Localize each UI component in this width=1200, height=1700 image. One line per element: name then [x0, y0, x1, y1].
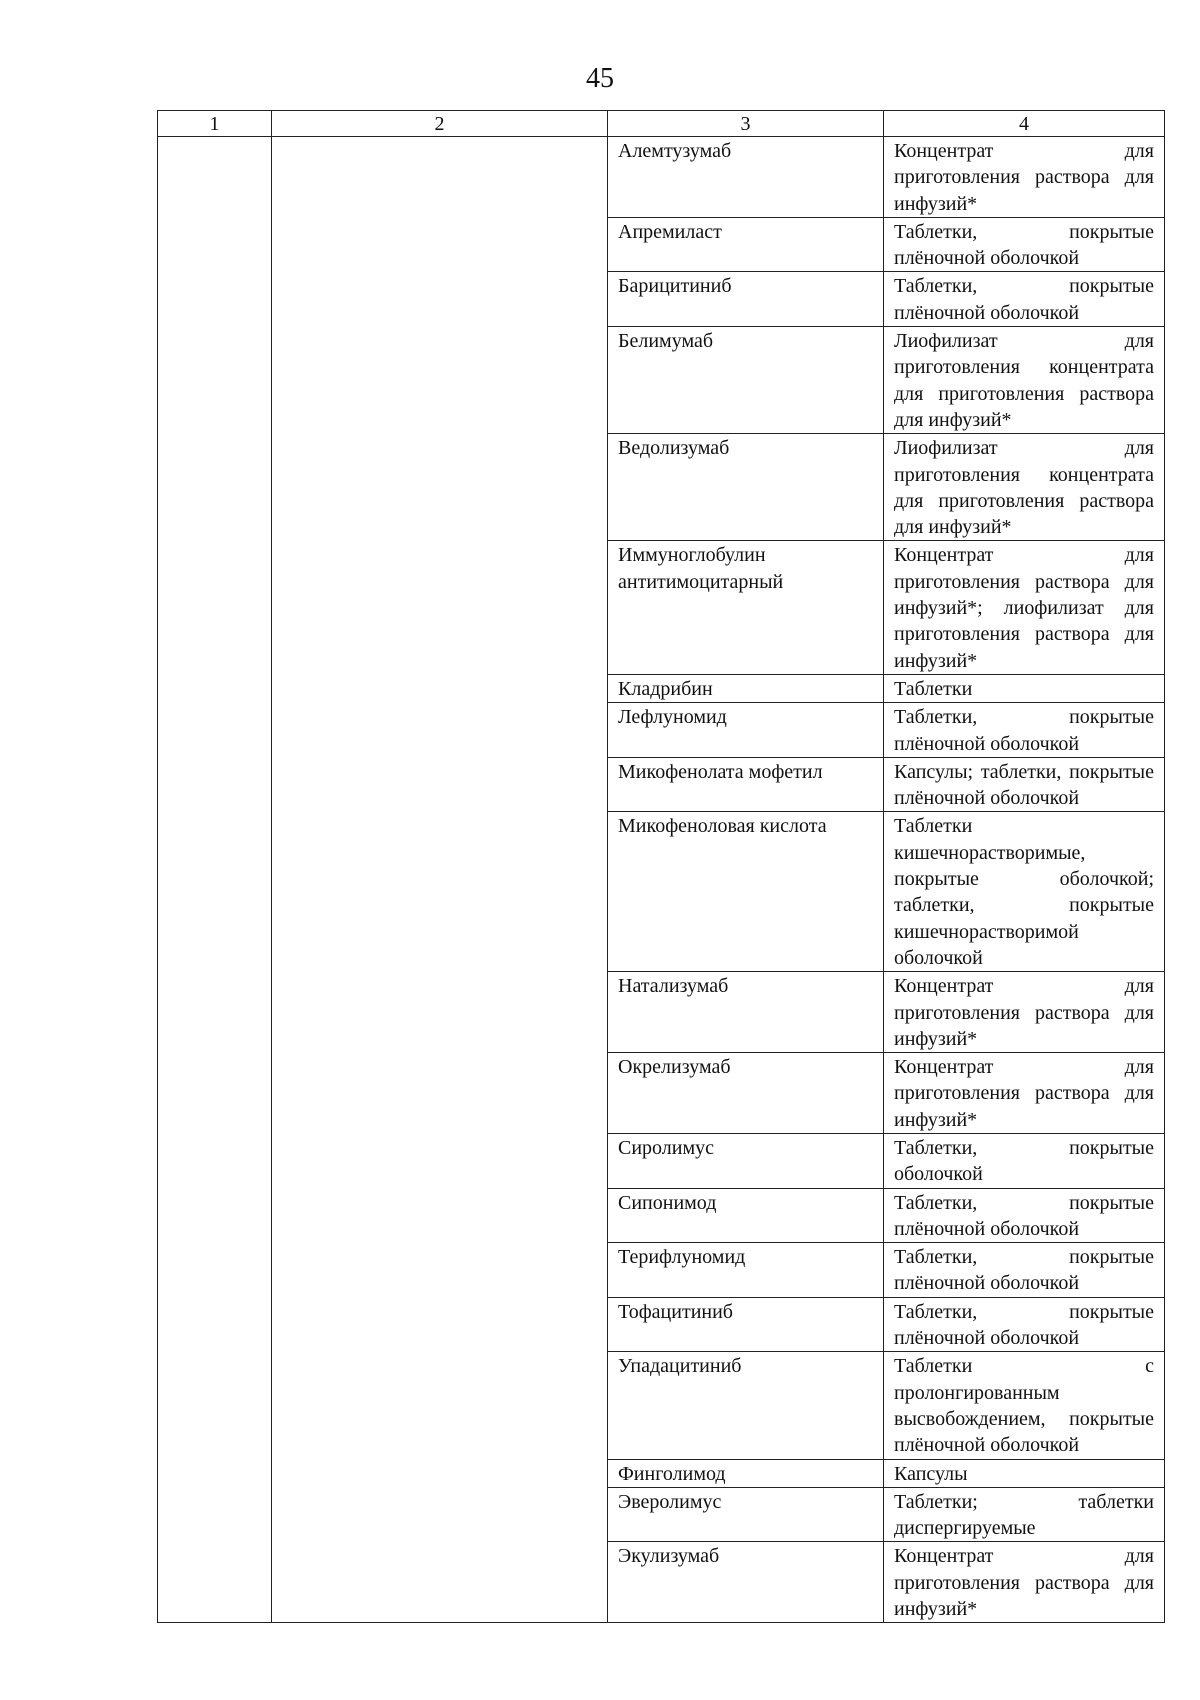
dosage-form-cell: Таблетки с пролонгированным высвобождением, покрытые плёночной оболочкой	[884, 1352, 1165, 1459]
dosage-form-cell: Лиофилизат для приготовления концентрата для приготовления раствора для инфузий*	[884, 327, 1165, 434]
dosage-form-cell: Таблетки, покрытые плёночной оболочкой	[884, 1243, 1165, 1298]
table-body	[158, 137, 1165, 1623]
drug-name-cell: Ведолизумаб	[608, 434, 884, 541]
drug-name-cell: Экулизумаб	[608, 1542, 884, 1623]
dosage-form-cell: Таблетки, покрытые плёночной оболочкой	[884, 272, 1165, 327]
drug-name-cell: Окрелизумаб	[608, 1053, 884, 1134]
column-header-4: 4	[884, 111, 1165, 137]
dosage-form-cell: Концентрат для приготовления раствора для инфузий*	[884, 972, 1165, 1053]
drug-name-cell: Барицитиниб	[608, 272, 884, 327]
merged-cell-column-2	[272, 137, 608, 1623]
dosage-form-cell: Лиофилизат для приготовления концентрата для приготовления раствора для инфузий*	[884, 434, 1165, 541]
dosage-form-cell: Таблетки	[884, 674, 1165, 702]
drug-name-cell: Микофеноловая кислота	[608, 812, 884, 972]
drug-name-cell: Кладрибин	[608, 674, 884, 702]
dosage-form-cell: Таблетки, покрытые плёночной оболочкой	[884, 703, 1165, 758]
drug-name-cell: Финголимод	[608, 1459, 884, 1487]
dosage-form-cell: Таблетки, покрытые плёночной оболочкой	[884, 1297, 1165, 1352]
table-row	[158, 137, 1165, 218]
table-header-row	[158, 111, 1165, 137]
dosage-form-cell: Таблетки кишечнорастворимые, покрытые оболочкой; таблетки, покрытые кишечнорастворимой оболочкой	[884, 812, 1165, 972]
dosage-form-cell: Таблетки, покрытые плёночной оболочкой	[884, 217, 1165, 272]
drug-name-cell: Эверолимус	[608, 1487, 884, 1542]
drug-name-cell: Иммуноглобулин антитимоцитарный	[608, 541, 884, 674]
dosage-form-cell: Капсулы; таблетки, покрытые плёночной оболочкой	[884, 757, 1165, 812]
drug-name-cell: Упадацитиниб	[608, 1352, 884, 1459]
drug-name-cell: Лефлуномид	[608, 703, 884, 758]
dosage-form-cell: Концентрат для приготовления раствора для инфузий*	[884, 1542, 1165, 1623]
column-header-1: 1	[158, 111, 272, 137]
drug-table	[157, 110, 1165, 1623]
drug-name-cell: Сиролимус	[608, 1133, 884, 1188]
drug-name-cell: Сипонимод	[608, 1188, 884, 1243]
drug-name-cell: Алемтузумаб	[608, 137, 884, 218]
drug-name-cell: Тофацитиниб	[608, 1297, 884, 1352]
dosage-form-cell: Таблетки, покрытые оболочкой	[884, 1133, 1165, 1188]
dosage-form-cell: Капсулы	[884, 1459, 1165, 1487]
drug-name-cell: Терифлуномид	[608, 1243, 884, 1298]
merged-cell-column-1	[158, 137, 272, 1623]
drug-name-cell: Апремиласт	[608, 217, 884, 272]
dosage-form-cell: Концентрат для приготовления раствора для инфузий*	[884, 1053, 1165, 1134]
drug-name-cell: Натализумаб	[608, 972, 884, 1053]
drug-name-cell: Микофенолата мофетил	[608, 757, 884, 812]
column-header-2: 2	[272, 111, 608, 137]
dosage-form-cell: Концентрат для приготовления раствора для инфузий*; лиофилизат для приготовления раствора для инфузий*	[884, 541, 1165, 674]
column-header-3: 3	[608, 111, 884, 137]
dosage-form-cell: Концентрат для приготовления раствора для инфузий*	[884, 137, 1165, 218]
page-number: 45	[586, 63, 614, 94]
drug-name-cell: Белимумаб	[608, 327, 884, 434]
dosage-form-cell: Таблетки, покрытые плёночной оболочкой	[884, 1188, 1165, 1243]
dosage-form-cell: Таблетки; таблетки диспергируемые	[884, 1487, 1165, 1542]
